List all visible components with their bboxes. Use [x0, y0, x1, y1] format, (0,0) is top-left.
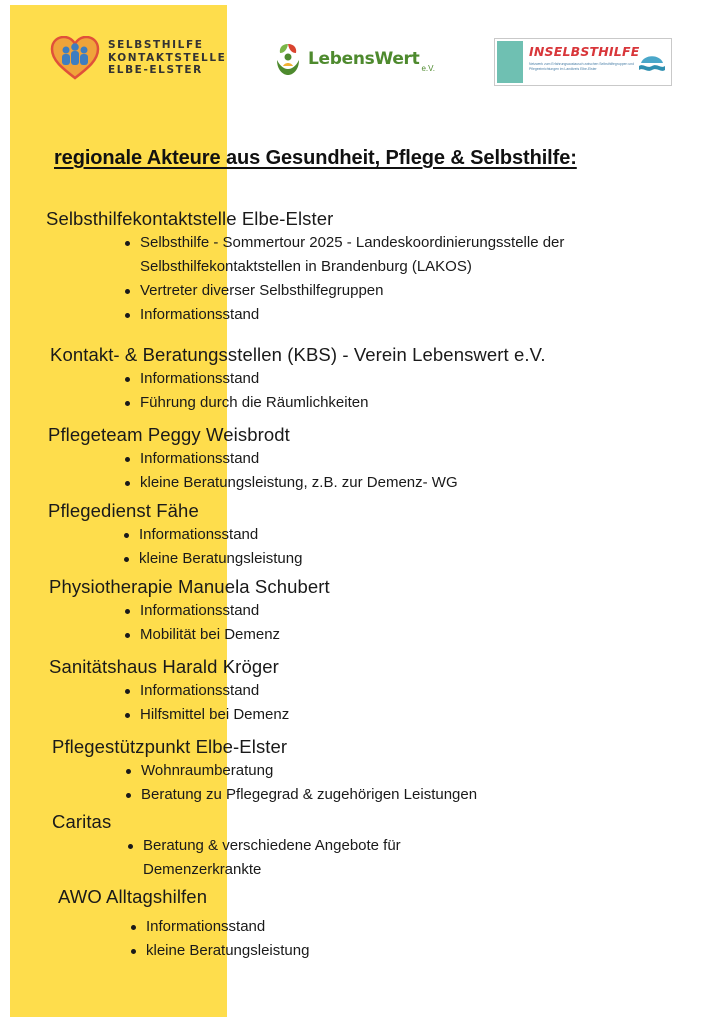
section-caritas — [52, 810, 463, 882]
section-heading: Pflegedienst Fähe — [48, 500, 199, 521]
list-item: Mobilität bei Demenz — [120, 623, 330, 647]
section-heading: Kontakt- & Beratungsstellen (KBS) - Verein Lebenswert e.V. — [50, 344, 546, 365]
list-item: Vertreter diverser Selbsthilfegruppen — [120, 279, 610, 303]
page-title: regionale Akteure aus Gesundheit, Pflege & Selbsthilfe: — [54, 147, 577, 169]
logo-teal-bar — [497, 41, 523, 83]
list-item: Beratung & verschiedene Angebote für Demenzerkrankte — [123, 834, 463, 882]
logo-inselbsthilfe — [494, 38, 672, 86]
list-item: kleine Beratungsleistung — [119, 547, 302, 571]
list-item: Selbsthilfe - Sommertour 2025 - Landeskoordinierungsstelle der Selbsthilfekontaktstellen in Brandenburg (LAKOS) — [120, 231, 610, 279]
section-heading: Selbsthilfekontaktstelle Elbe-Elster — [46, 208, 334, 229]
section-heading: Pflegestützpunkt Elbe-Elster — [52, 736, 288, 757]
list-item: Wohnraumberatung — [121, 759, 477, 783]
insel-brand: INSELBSTHILFE — [529, 44, 640, 59]
section-selbsthilfekontaktstelle — [46, 207, 610, 327]
logo-line-1: SELBSTHILFE — [108, 39, 204, 52]
section-heading: Caritas — [52, 811, 112, 832]
header-logos — [0, 0, 724, 110]
list-item: Informationsstand — [120, 447, 458, 471]
section-heading: AWO Alltagshilfen — [58, 886, 208, 907]
section-sanitaetshaus-kroeger — [49, 655, 289, 727]
list-item: Informationsstand — [119, 523, 302, 547]
leaf-person-icon — [274, 42, 302, 76]
list-item: Informationsstand — [126, 915, 309, 939]
lebenswert-name: LebensWert — [308, 49, 420, 69]
insel-tagline: Netzwerk zum Erfahrungsaustausch zwischen Selbsthilfegruppen und Pflegeeinrichtungen im Landkreis Elbe-Elster — [529, 62, 634, 71]
logo-selbsthilfe-kontaktstelle — [50, 36, 226, 80]
section-pflegestuetzpunkt — [52, 735, 477, 807]
lebenswert-suffix: e.V. — [421, 64, 435, 73]
logo-lebenswert — [274, 42, 435, 76]
logo-line-2: KONTAKTSTELLE — [108, 51, 227, 64]
list-item: Informationsstand — [120, 303, 610, 327]
logo-line-3: ELBE-ELSTER — [108, 64, 203, 77]
list-item: kleine Beratungsleistung, z.B. zur Demenz- WG — [120, 471, 458, 495]
list-item: Beratung zu Pflegegrad & zugehörigen Leistungen — [121, 783, 477, 807]
list-item: Informationsstand — [120, 679, 289, 703]
section-pflegedienst-faehe — [48, 499, 302, 571]
island-wave-icon — [638, 49, 666, 73]
heart-people-icon — [50, 36, 100, 80]
list-item: Informationsstand — [120, 367, 546, 391]
list-item: Informationsstand — [120, 599, 330, 623]
list-item: Hilfsmittel bei Demenz — [120, 703, 289, 727]
section-physiotherapie-schubert — [49, 575, 330, 647]
section-pflegeteam-weisbrodt — [48, 423, 458, 495]
list-item: Führung durch die Räumlichkeiten — [120, 391, 546, 415]
list-item: kleine Beratungsleistung — [126, 939, 309, 963]
section-awo-alltagshilfen — [58, 885, 309, 963]
section-heading: Sanitätshaus Harald Kröger — [49, 656, 279, 677]
section-heading: Pflegeteam Peggy Weisbrodt — [48, 424, 290, 445]
section-kbs-lebenswert — [50, 343, 546, 415]
section-heading: Physiotherapie Manuela Schubert — [49, 576, 330, 597]
